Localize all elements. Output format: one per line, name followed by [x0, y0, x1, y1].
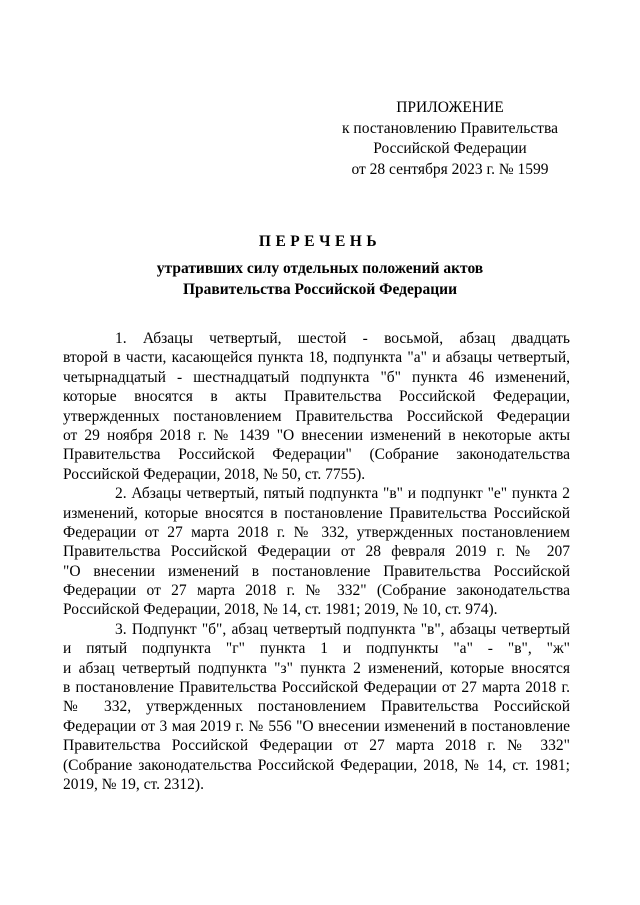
paragraph-1 — [63, 329, 570, 484]
text-line: от 29 ноября 2018 г. № 1439 "О внесении изменений в некоторые акты — [63, 426, 570, 444]
text-line: и абзац четвертый подпункта "з" пункта 2 изменений, которые вносятся — [63, 659, 570, 677]
text-line: 1. Абзацы четвертый, шестой - восьмой, абзац двадцать — [115, 330, 570, 347]
text-line: четырнадцатый - шестнадцатый подпункта "б" пункта 46 изменений, — [63, 368, 570, 386]
text-line: 2019, № 19, ст. 2312). — [63, 775, 204, 793]
appendix-line: Российской Федерации — [373, 140, 527, 157]
text-line: утвержденных постановлением Правительства Российской Федерации — [63, 407, 570, 425]
paragraph-3 — [63, 620, 570, 795]
paragraph-2 — [63, 484, 570, 620]
document-subtitle — [62, 259, 578, 300]
document-body — [63, 329, 570, 794]
text-line: Федерации от 3 мая 2019 г. № 556 "О внесении изменений в постановление — [63, 717, 570, 735]
text-line: Правительства Российской Федерации" (Собрание законодательства — [63, 446, 570, 464]
text-line: "О внесении изменений в постановление Правительства Российской — [63, 562, 570, 580]
subtitle-line: Правительства Российской Федерации — [182, 280, 458, 298]
appendix-header — [330, 98, 570, 180]
appendix-date-line: от 28 сентября 2023 г. № 1599 — [351, 160, 549, 178]
text-line: 2. Абзацы четвертый, пятый подпункта "в" и подпункт "е" пункта 2 — [115, 485, 570, 503]
text-line: и пятый подпункта "г" пункта 1 и подпункты "а" - "в", "ж" — [63, 640, 570, 658]
text-line: второй в части, касающейся пункта 18, подпункта "а" и абзацы четвертый, — [63, 349, 570, 367]
text-line: (Собрание законодательства Российской Федерации, 2018, № 14, ст. 1981; — [63, 756, 570, 774]
text-line: в постановление Правительства Российской Федерации от 27 марта 2018 г. — [63, 679, 570, 697]
text-line: 3. Подпункт "б", абзац четвертый подпункта "в", абзацы четвертый — [115, 620, 570, 638]
appendix-line: к постановлению Правительства — [342, 119, 558, 137]
document-title: ПЕРЕЧЕНЬ — [258, 233, 382, 250]
text-line: Федерации от 27 марта 2018 г. № 332, утвержденных постановлением — [63, 523, 570, 541]
text-line: которые вносятся в акты Правительства Российской Федерации, — [63, 388, 570, 406]
text-line: Российской Федерации, 2018, № 50, ст. 7755). — [63, 465, 366, 483]
text-line: Российской Федерации, 2018, № 14, ст. 1981; 2019, № 10, ст. 974). — [63, 601, 498, 619]
text-line: № 332, утвержденных постановлением Правительства Российской — [63, 698, 570, 716]
text-line: Правительства Российской Федерации от 27 марта 2018 г. № 332" — [63, 737, 570, 755]
text-line: изменений, которые вносятся в постановление Правительства Российской — [63, 504, 570, 522]
text-line: Правительства Российской Федерации от 28 февраля 2019 г. № 207 — [63, 543, 570, 561]
appendix-title: ПРИЛОЖЕНИЕ — [396, 99, 504, 116]
text-line: Федерации от 27 марта 2018 г. № 332" (Собрание законодательства — [63, 582, 570, 600]
subtitle-line: утративших силу отдельных положений актов — [156, 260, 484, 277]
